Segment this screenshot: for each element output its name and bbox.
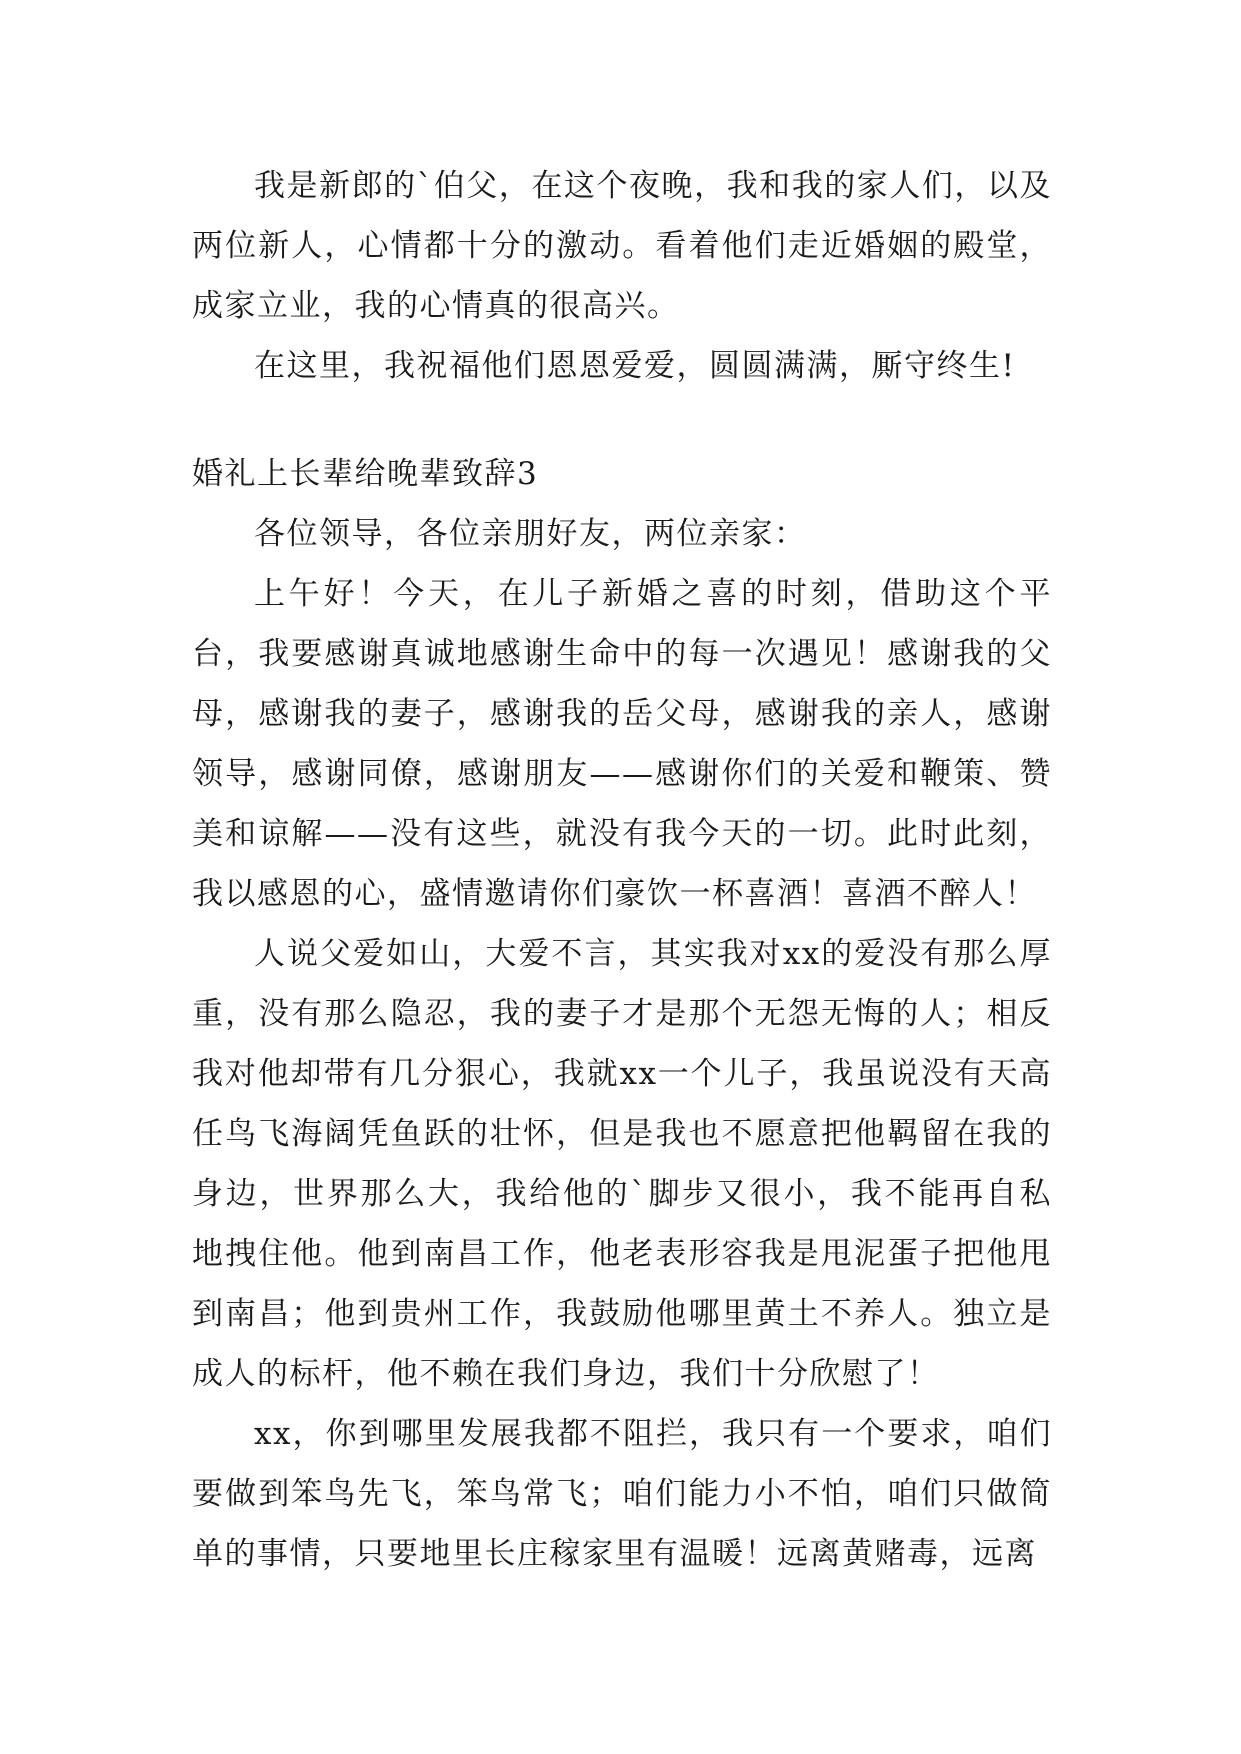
paragraph: xx，你到哪里发展我都不阻拦，我只有一个要求，咱们要做到笨鸟先飞，笨鸟常飞；咱们能力小不怕，咱们只做简单的事情，只要地里长庄稼家里有温暖！远离黄赌毒，远离 [192, 1416, 1052, 1572]
paragraph: 在这里，我祝福他们恩恩爱爱，圆圆满满，厮守终生! [254, 348, 1016, 384]
paragraph: 上午好！今天，在儿子新婚之喜的时刻，借助这个平台，我要感谢真诚地感谢生命中的每一次遇见！感谢我的父母，感谢我的妻子，感谢我的岳父母，感谢我的亲人，感谢领导，感谢同僚，感谢朋友——感谢你们的关爱和鞭策、赞美和谅解——没有这些，就没有我今天的一切。此时此刻，我以感恩的心，盛情邀请你们豪饮一杯喜酒！喜酒不醉人！ [192, 576, 1052, 912]
paragraph: 人说父爱如山，大爱不言，其实我对xx的爱没有那么厚重，没有那么隐忍，我的妻子才是那个无怨无悔的人；相反我对他却带有几分狠心，我就xx一个儿子，我虽说没有天高任鸟飞海阔凭鱼跃的壮怀，但是我也不愿意把他羁留在我的身边，世界那么大，我给他的`脚步又很小，我不能再自私地拽住他。他到南昌工作，他老表形容我是甩泥蛋子把他甩到南昌；他到贵州工作，我鼓励他哪里黄土不养人。独立是成人的标杆，他不赖在我们身边，我们十分欣慰了！ [192, 936, 1052, 1392]
paragraph: 我是新郎的`伯父，在这个夜晚，我和我的家人们，以及两位新人，心情都十分的激动。看着他们走近婚姻的殿堂，成家立业，我的心情真的很高兴。 [192, 168, 1052, 324]
section-heading: 婚礼上长辈给晚辈致辞3 [192, 456, 539, 492]
paragraph: 各位领导，各位亲朋好友，两位亲家： [254, 516, 807, 552]
document-body [192, 156, 1052, 1584]
